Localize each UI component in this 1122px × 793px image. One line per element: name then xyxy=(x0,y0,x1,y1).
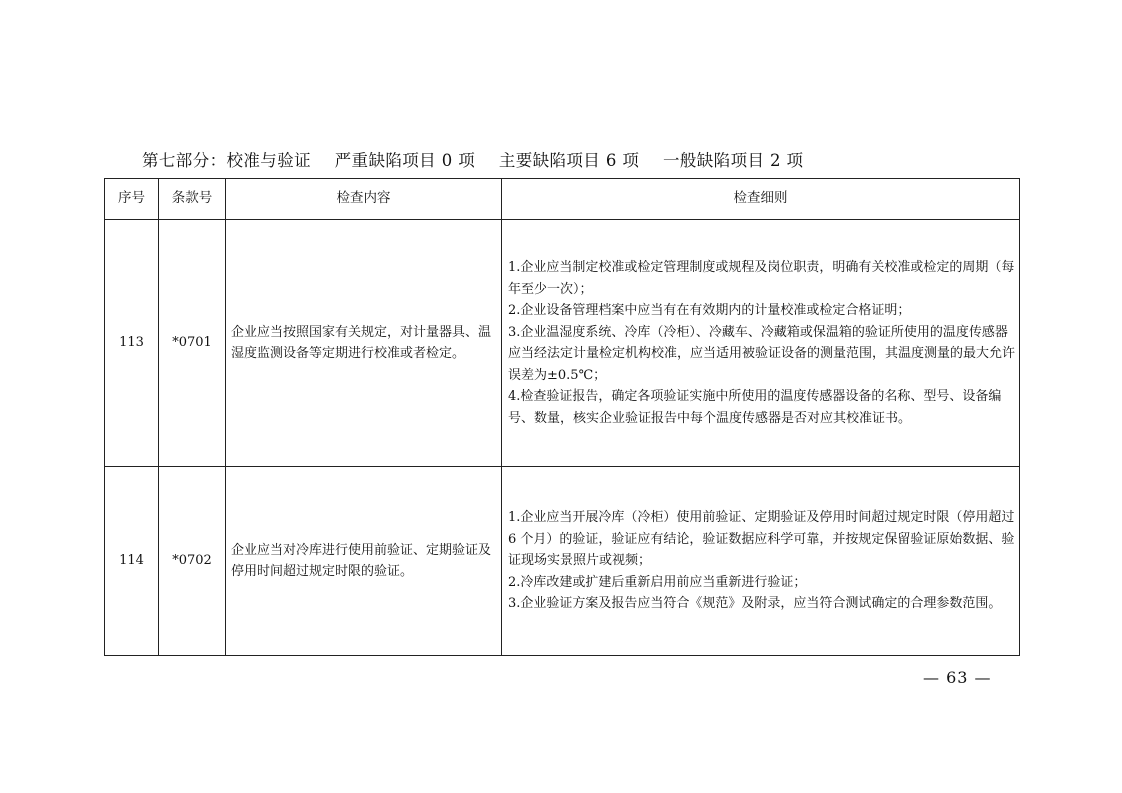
detail-item: 3.企业温湿度系统、冷库（冷柜）、冷藏车、冷藏箱或保温箱的验证所使用的温度传感器应当经法定计量检定机构校准，应当适用被验证设备的测量范围，其温度测量的最大允许误差为±0.5℃； xyxy=(508,324,1016,383)
general-defect-count: 一般缺陷项目 2 项 xyxy=(662,151,804,170)
detail-item: 1.企业应当开展冷库（冷柜）使用前验证、定期验证及停用时间超过规定时限（停用超过 6 个月）的验证，验证应有结论，验证数据应科学可靠，并按规定保留验证原始数据、验证现场实景照片或视频； xyxy=(508,510,1015,569)
table-header-row xyxy=(105,179,1020,220)
section-title xyxy=(142,147,821,171)
detail-item: 2.冷库改建或扩建后重新启用前应当重新进行验证； xyxy=(508,574,807,590)
row-content: 企业应当对冷库进行使用前验证、定期验证及停用时间超过规定时限的验证。 xyxy=(226,467,502,656)
row-details xyxy=(502,467,1020,656)
major-defect-count: 主要缺陷项目 6 项 xyxy=(498,151,640,170)
header-no: 序号 xyxy=(105,179,159,220)
detail-item: 2.企业设备管理档案中应当有在有效期内的计量校准或检定合格证明； xyxy=(508,303,911,318)
detail-item: 3.企业验证方案及报告应当符合《规范》及附录，应当符合测试确定的合理参数范围。 xyxy=(508,596,1002,612)
inspection-table xyxy=(104,178,1020,656)
detail-item: 1.企业应当制定校准或检定管理制度或规程及岗位职责，明确有关校准或检定的周期（每年至少一次）； xyxy=(508,260,1015,297)
table-row xyxy=(105,220,1020,467)
row-no: 113 xyxy=(105,220,159,467)
header-content: 检查内容 xyxy=(226,179,502,220)
row-clause: *0702 xyxy=(159,467,226,656)
header-clause: 条款号 xyxy=(159,179,226,220)
row-no: 114 xyxy=(105,467,159,656)
page-number: — 63 — xyxy=(923,668,992,687)
row-details xyxy=(502,220,1020,467)
header-details: 检查细则 xyxy=(502,179,1020,220)
detail-item: 4.检查验证报告，确定各项验证实施中所使用的温度传感器设备的名称、型号、设备编号、数量，核实企业验证报告中每个温度传感器是否对应其校准证书。 xyxy=(508,389,1002,426)
table-row xyxy=(105,467,1020,656)
section-name: 第七部分：校准与验证 xyxy=(142,151,311,170)
row-content: 企业应当按照国家有关规定，对计量器具、温湿度监测设备等定期进行校准或者检定。 xyxy=(226,220,502,467)
severe-defect-count: 严重缺陷项目 0 项 xyxy=(334,151,476,170)
row-clause: *0701 xyxy=(159,220,226,467)
